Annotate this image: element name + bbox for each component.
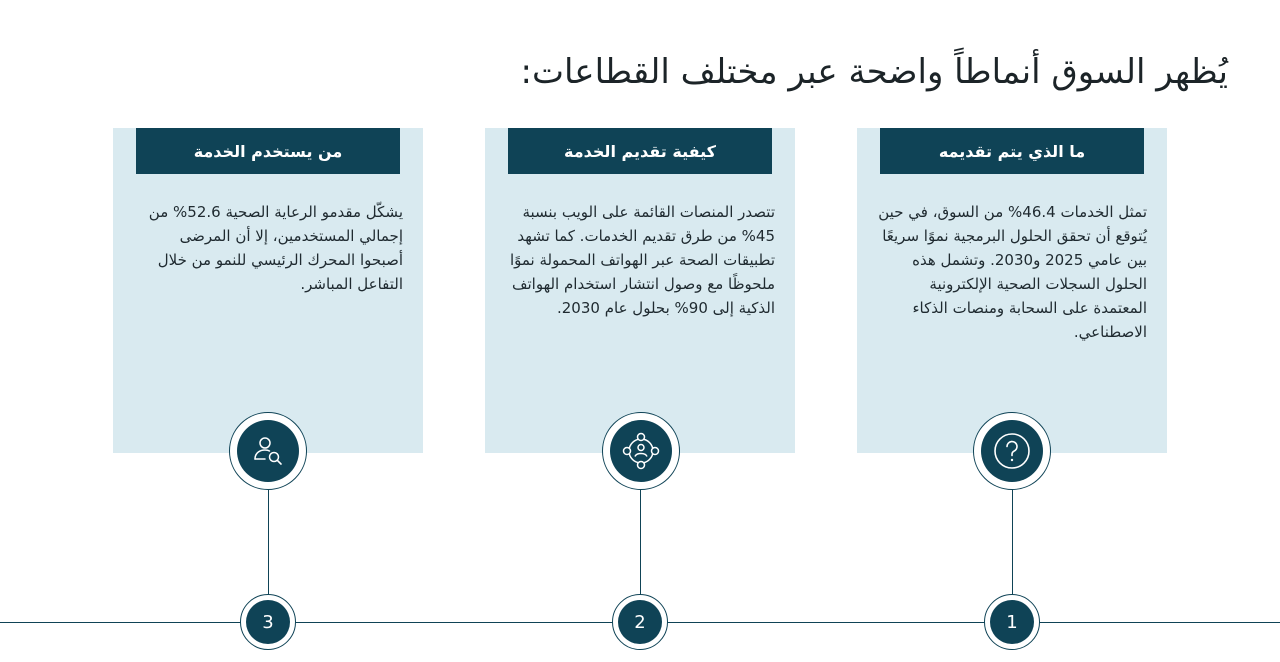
question-mark-icon-badge [973, 412, 1051, 490]
step-number-label: 1 [990, 600, 1034, 644]
question-mark-icon [992, 431, 1032, 471]
card-header: كيفية تقديم الخدمة [508, 128, 772, 174]
card-body: تمثل الخدمات 46.4% من السوق، في حين يُتوقع أن تحقق الحلول البرمجية نموًا سريعًا بين عامي 2025 و2030. وتشمل هذه الحلول السجلات الصحية الإلكترونية المعتمدة على السحابة ومنصات الذكاء الاصطناعي. [878, 203, 1147, 341]
card-body: تتصدر المنصات القائمة على الويب بنسبة 45% من طرق تقديم الخدمات. كما تشهد تطبيقات الصحة عبر الهواتف المحمولة نموًا ملحوظًا مع وصول انتشار استخدام الهواتف الذكية إلى 90% بحلول عام 2030. [509, 203, 775, 317]
card-what-is-offered [857, 128, 1167, 453]
connector-line [1012, 490, 1013, 595]
page-title: يُظهر السوق أنماطاً واضحة عبر مختلف القطاعات: [520, 52, 1228, 92]
step-number-2 [612, 594, 668, 650]
network-people-icon-badge [602, 412, 680, 490]
card-header: ما الذي يتم تقديمه [880, 128, 1144, 174]
connector-line [268, 490, 269, 595]
user-search-icon-badge [229, 412, 307, 490]
step-number-3 [240, 594, 296, 650]
step-number-label: 3 [246, 600, 290, 644]
step-number-1 [984, 594, 1040, 650]
connector-line [640, 490, 641, 595]
card-header: من يستخدم الخدمة [136, 128, 400, 174]
network-people-icon [621, 431, 661, 471]
step-number-label: 2 [618, 600, 662, 644]
user-search-icon [248, 431, 288, 471]
card-who-uses [113, 128, 423, 453]
card-body: يشكّل مقدمو الرعاية الصحية 52.6% من إجمالي المستخدمين، إلا أن المرضى أصبحوا المحرك الرئيسي للنمو من خلال التفاعل المباشر. [148, 203, 403, 293]
card-how-delivered [485, 128, 795, 453]
